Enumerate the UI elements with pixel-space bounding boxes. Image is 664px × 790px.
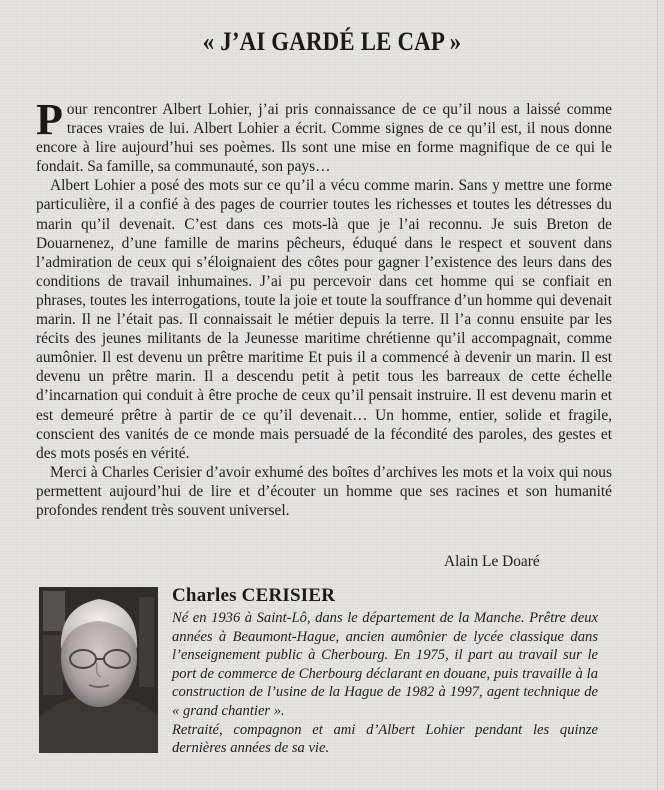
page-title: « J’AI GARDÉ LE CAP » [202,27,462,56]
bio-name: Charles CERISIER [172,585,336,606]
paragraph-1 [36,95,612,176]
portrait-photo-icon [39,587,158,753]
background-shelf [43,591,65,631]
portrait-illustration [39,587,158,753]
bio-text-2: Retraité, compagnon et ami d’Albert Lohier pendant les quinze dernières années de sa vie. [172,721,598,757]
page-edge-line [657,0,658,790]
author-signature: Alain Le Doaré [444,553,540,570]
bio-text [172,609,598,758]
paragraph-3: Merci à Charles Cerisier d’avoir exhumé des boîtes d’archives les mots et la voix qui nous permettent aujourd’hui de lire et d’écouter un homme que ses racines et son humanité profondes rendent très souvent universel. [36,463,612,519]
background-shelf-lower [43,635,63,695]
article-body [36,95,612,520]
paragraph-1-text: our rencontrer Albert Lohier, j’ai pris connaissance de ce qu’il nous a laissé comme traces vraies de lui. Albert Lohier a écrit. Comme signes de ce qu’il est, il nous donne encore à lire aujourd’hui ses poèmes. Ils sont une mise en forme magnifique de ce qui le fondait. Sa famille, sa communauté, son pays… [36,101,612,176]
author-bio [172,585,598,758]
drop-cap: P [36,95,63,144]
paragraph-2: Albert Lohier a posé des mots sur ce qu’il a vécu comme marin. Sans y mettre une forme particulière, il a confié à des pages de courrier toutes les richesses et toutes les détresses du marin qu’il devenait. C’est dans ces mots-là que je l’ai reconnu. Je suis Breton de Douarnenez, d’une famille de marins pêcheurs, éduqué dans le respect et souvent dans l’admiration de ceux qui s’éloignaient des côtes pour gagner l’existence des leurs dans des conditions de travail inhumaines. J’ai pu percevoir dans cet homme qui se confiait en phrases, toutes les interrogations, toute la joie et toute la souffrance d’un homme qui devenait marin. Il ne l’était pas. Il connaissait le métier depuis la terre. Il l’a connu ensuite par les récits des jeunes militants de la Jeunesse maritime chrétienne qu’il accompagnait, comme aumônier. Il est devenu un prêtre maritime Et puis il a commencé à devenir un marin. Il est devenu un prêtre marin. Il a descendu petit à petit tous les barreaux de cette échelle d’incarnation qui conduit à être proche de ceux qu’il pensait instruire. Il est devenu marin et est demeuré prêtre à partir de ce qu’il devenait… Un homme, entier, solide et fragile, conscient des vanités de ce monde mais persuadé de la fécondité des paroles, des gestes et des mots posés en vérité. [36,177,612,462]
background-window [139,597,154,687]
bio-text-1: Né en 1936 à Saint-Lô, dans le département de la Manche. Prêtre deux années à Beaumont-Hague, ancien aumônier de lycée classique dans l’enseignement public à Cherbourg. En 1975, il part au travail sur le port de commerce de Cherbourg déclarant en douane, puis travaille à la construction de l’usine de la Hague de 1982 à 1997, agent technique de « grand chantier ». [172,610,598,719]
